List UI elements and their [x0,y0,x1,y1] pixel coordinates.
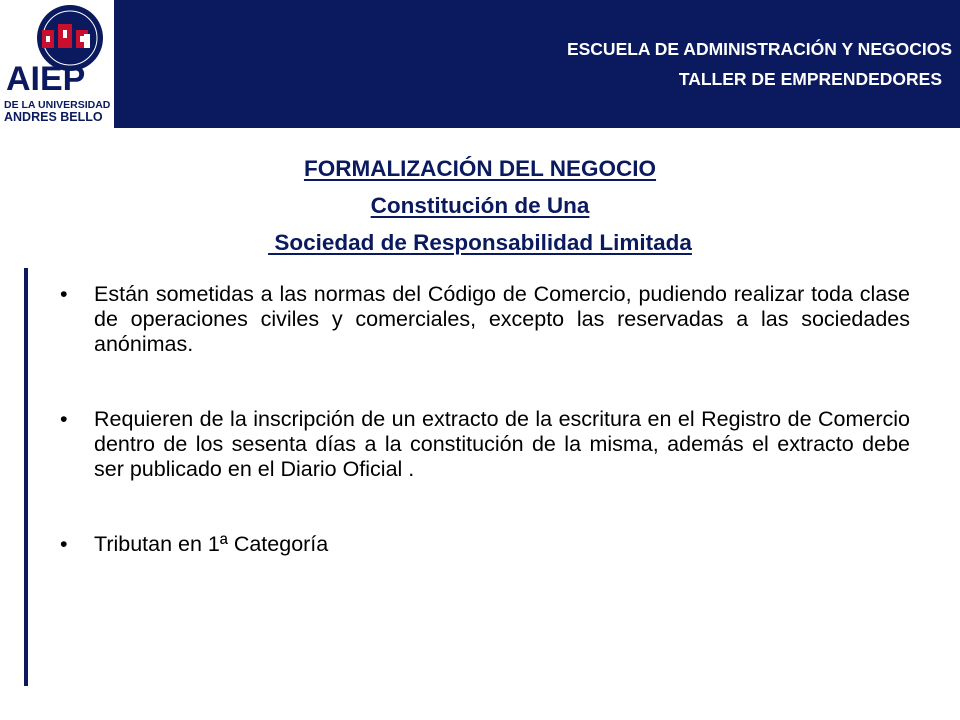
title-line-3: Sociedad de Responsabilidad Limitada [268,230,692,255]
header-bar [0,0,960,128]
slide-title [0,150,960,261]
list-item [60,407,910,482]
school-name: ESCUELA DE ADMINISTRACIÓN Y NEGOCIOS [566,39,952,59]
bullet-list [60,282,910,557]
bullet-text: Requieren de la inscripción de un extracto de la escritura en el Registro de Comercio dentro de los sesenta días a la constitución de la misma, además el extracto debe ser publicado en el Diario Oficial . [94,407,910,481]
logo-subtitle-2: ANDRES BELLO [4,110,103,124]
bullet-text: Están sometidas a las normas del Código de Comercio, pudiendo realizar toda clase de operaciones civiles y comerciales, excepto las reservadas a las sociedades anónimas. [94,282,910,356]
title-line-1: FORMALIZACIÓN DEL NEGOCIO [303,156,657,181]
course-name: TALLER DE EMPRENDEDORES [678,69,942,89]
aiep-logo [0,0,114,128]
bullet-marker: • [60,407,68,431]
bullet-text: Tributan en 1ª Categoría [94,532,329,556]
list-item [60,532,910,557]
bullet-marker: • [60,282,68,306]
list-item [60,282,910,357]
header-text [567,34,952,94]
bullet-marker: • [60,532,68,556]
logo-text: AIEP [6,60,86,98]
logo-subtitle-1: DE LA UNIVERSIDAD [4,99,111,111]
title-line-2: Constitución de Una [370,193,590,218]
left-accent-bar [24,268,28,686]
